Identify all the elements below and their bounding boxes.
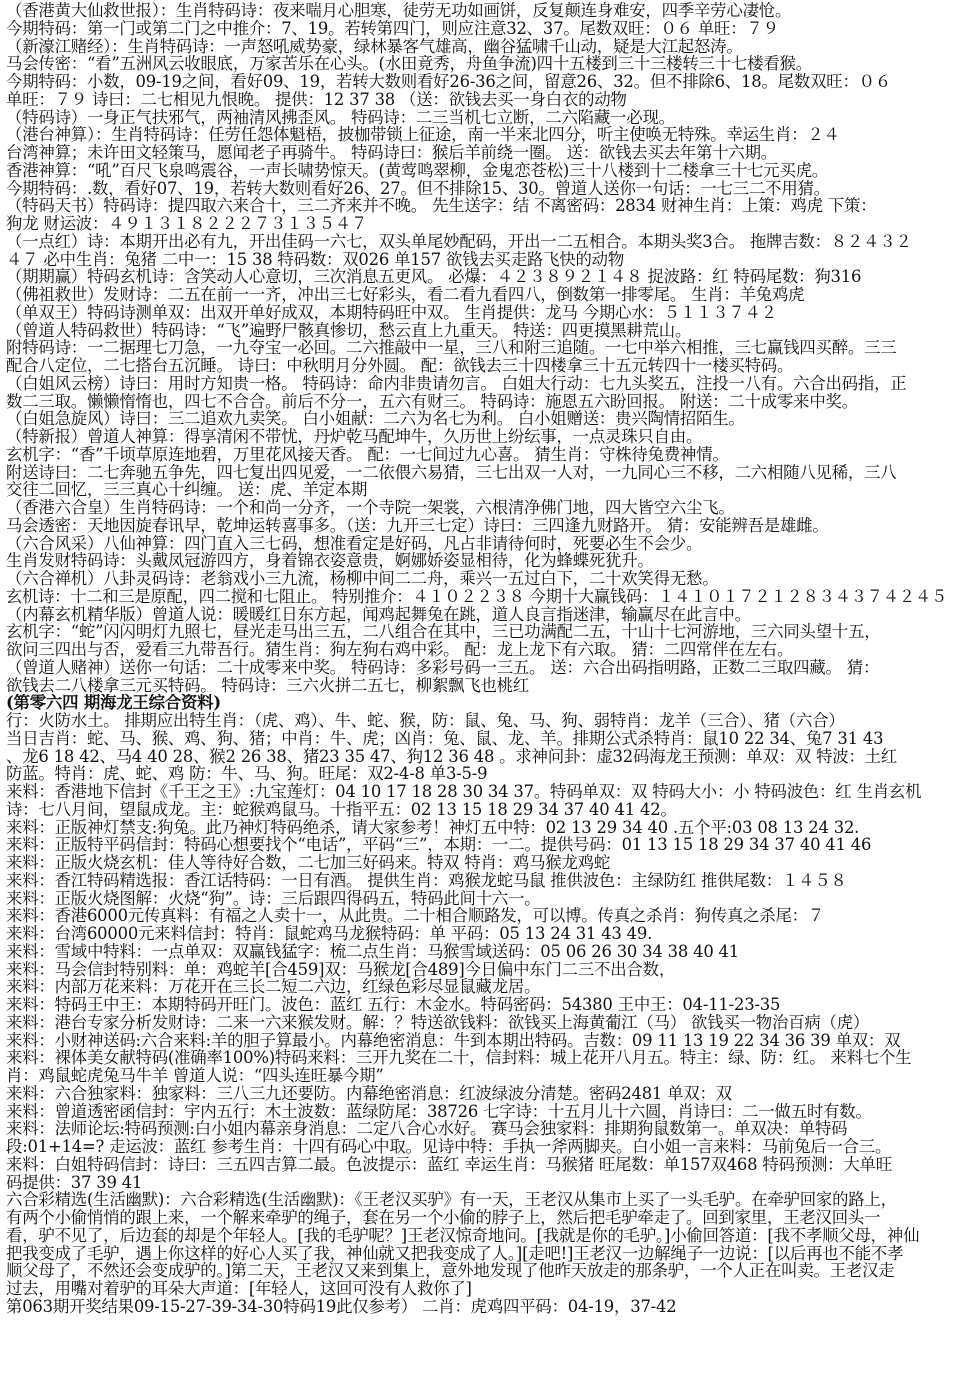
text-line: （期期赢）特码玄机诗：含笑动人心意切，三次消息五更风。 必爆：４２３８９２１４８ 捉波路：红 特码尾数：狗316 [6,268,862,286]
text-line: 来料：香江特码精选报：香江话特码：一日有酒。 提供生肖：鸡猴龙蛇马鼠 推供波色：主绿防红 推供尾数：１４５８ [6,871,847,890]
text-line: 来料：台湾60000元来料信封：特肖：鼠蛇鸡马龙猴特码：单 平码：05 13 24 31 43 49. [6,925,653,943]
text-line: 玄机字：“香”千顷草原连地碧，万里花风接天香。 配：一七间过九心喜。 猜生肖：守株待兔费神情。 [6,445,729,464]
text-line: 行：火防水土。 排期应出特生肖：（虎、鸡）、牛、蛇、猴，防：鼠、兔、马、狗、弱特肖：龙羊（三合）、猪（六合） [6,712,845,730]
text-line: （白姐风云榜）诗曰：用时方知贵一格。 特码诗：命内非贵请勿言。 白姐大行动：七九头奖五，注投一八有。六合出码指，正 [6,374,907,393]
text-line: 防蓝。特肖：虎、蛇、鸡 防：牛、马、狗。旺尾：双2-4-8 单3-5-9 [6,765,488,783]
text-line: 来料：正版火烧图解：火烧“狗”。诗：三后跟四得码五，特码此间十六一。 [6,889,541,908]
text-line: 欲问三四出与否，爱看三九带吾行。猜生肖：狗左狗右鸡中彩。 配：龙上龙下有六取。 猜：二四常伴在左右。 [6,641,794,659]
text-line: 狗龙 财运波：４９１３１８２２２７３１３５４７ [6,215,368,233]
text-line: 来料：特码王中王：本期特码开旺门。波色：蓝红 五行：木金水。特码密码：54380 王中王：04-11-23-35 [6,996,781,1014]
text-line: 来料：正版火烧玄机：佳人等待好合数，二七加三好码来。特双 特肖：鸡马猴龙鸡蛇 [6,854,611,872]
text-line: 来料：内部万花来料：万花开在三长二短二六边，红绿色彩尽显鼠藏龙居。 [6,978,541,996]
text-line: 马会传密：“看”五洲风云收眼底，万家苦乐在心头。(水田竟秀，舟鱼争流)四十五楼到三十三楼转三十七楼看猴。 [6,55,812,73]
text-line: 顺父母了，不然还会变成驴的。]第二天，王老汉又来到集上，意外地发现了他昨天放走的那条驴，一个人正在叫卖。王老汉走 [6,1262,895,1280]
text-line: 单旺：７９ 诗曰：二七相见九恨晚。 提供：12 37 38 （送：欲钱去买一身白衣的动物 [6,90,627,109]
text-line: 附特码诗：一二据理七刀急，一九夺宝一必回。二六推敲中一星，三八和附三追随。一七中举六相推，三七赢钱四买醉。三三 [6,339,897,357]
text-line: 台湾神算；未许田文轻策马，愿闻老子再骑牛。 特码诗曰：猴后羊前绕一圈。 送：欲钱去买去年第十六期。 [6,144,777,162]
text-line: 来料：小财神送码:六合来料:羊的胆子算最小。内幕绝密消息：牛到本期出特码。吉数：09 11 13 19 22 34 36 39 单双：双 [6,1031,901,1050]
text-line: 来料：裸体美女献特码(准确率100%)特码来料：三开九奖在二十，信封料：城上花开八月五。特主：绿、防：红。 来料七个生 [6,1049,912,1067]
text-line: （单双王）特码诗测单双：出双开单好成双，本期特码旺中双。 生肖提供：龙马 今期心水：５１１３７４２ [6,303,777,322]
text-line: ４７ 必中生肖：兔猪 二中一：15 38 特码数：双026 单157 欲钱去买走路飞快的动物 [6,250,625,269]
text-line: 来料：正版特平码信封：特码心想要找个“电话”，平码“三”，本期：一二。提供号码：01 13 15 18 29 34 37 40 41 46 [6,836,872,854]
text-line: （香港六合皇）生肖特码诗：一个和尚一分齐，一个寺院一架裳，六根清净佛门地，四大皆空六尘飞。 [6,499,735,517]
text-line: 、龙6 18 42、马4 40 28、猴2 26 38、猪23 35 47、狗12 36 48 。求神问卦：虚32码海龙王预测：单双：双 特波：土红 [6,747,898,766]
text-line: 来料：正版神灯禁支:狗兔。此乃神灯特码绝杀，请大家参考！神灯五中特：02 13 29 34 40 .五个平:03 08 13 24 32. [6,818,860,837]
text-line: 过去，用嘴对着驴的耳朵大声道：[年轻人，这回可没有人救你了] [6,1280,472,1298]
text-line: 码提供：37 39 41 [6,1173,143,1192]
text-line: 数二三取。懒懒惰惰也，四七不合合。前后不分一，五六有财三。 特码诗：施恩五六盼回报。 附送：二十成零来中奖。 [6,392,858,411]
text-line: （六合风采）八仙神算：四门直入三七码，想准看定是好码，凡占非请待何时，死要必生不会少。 [6,534,703,553]
text-line: （六合禅机）八卦灵码诗：老翁戏小三九流，杨柳中间二二舟，乘兴一五过白下，二十欢笑得无愁。 [6,570,719,588]
text-line: （特码天书）特码诗：提四取六来合十，三二齐来并不晚。 先生送字：结 不离密码：2834 财神生肖：上策：鸡虎 下策： [6,197,877,215]
text-line: 欲钱去二八楼拿三元买特码。 特码诗：三六火拼二五七，柳絮飘飞也桃红 [6,676,530,695]
text-line: 来料：白姐特码信封：诗曰：三五四吉算二最。色波提示：蓝红 幸运生肖：马猴猪 旺尾数：单157双468 特码预测：大单旺 [6,1155,892,1174]
text-line: 第063期开奖结果09-15-27-39-34-30特码19此仅参考） 二肖：虎鸡四平码：04-19，37-42 [6,1297,677,1316]
text-line: （香港黄大仙救世报）：生肖特码诗：夜来喘月心胆寒，徒劳无功如画饼，反复颠连身难安，四季辛劳心凄怆。 [6,2,792,20]
text-line: （白姐急旋风）诗曰：三二追欢九卖笑。 白小姐献：二六为名七为利。 白小姐赠送：贵兴陶情招陌生。 [6,410,745,428]
section-heading: (第零六四 期海龙王综合资料) [6,694,221,712]
text-line: （曾道人赌神）送你一句话：二十成零来中奖。 特码诗：多彩号码一三五。 送：六合出码指明路，正数二三取四藏。 猜： [6,658,880,677]
text-line: （港台神算）：生肖特码诗：任劳任怨体魁梧，披枷带锁上征途，南一半来北四分，听主使唤无特殊。幸运生肖：２４ [6,126,840,144]
text-line: 来料：香港6000元传真料：有福之人卖十一，从此贵。二十相合顺路发，可以博。传真之杀肖：狗传真之杀尾：７ [6,907,825,925]
text-line: 香港神算：“吼”百尺飞泉鸣震谷，一声长啸势惊天。(黄莺鸣翠柳，金鬼恋苍松)三十八楼到十二楼拿三十七元买虎。 [6,161,829,180]
text-line: 当日吉肖：蛇、马、猴、鸡、狗、猪；中肖：牛、虎；凶肖：兔、鼠、龙、羊。排期公式杀特肖：鼠10 22 34、兔7 31 43 [6,729,884,748]
text-line: 玄机诗：十二和三是原配，四二搅和七阻止。 特别推介：４１０２２３８ 今期十大赢钱码：１４１０１７２１２８３４３７４２４５ [6,587,947,606]
text-line: 来料：雪域中特料：一点单双：双赢钱猛字：梳二点生肖：马猴雪域送码：05 06 26 30 34 38 40 41 [6,942,740,961]
text-line: 看，驴不见了，后边套的却是个年轻人。[我的毛驴呢？]王老汉惊奇地问。[我就是你的毛驴。]小偷回答道：[我不孝顺父母，神仙 [6,1226,920,1245]
text-line: 今期特码：.数，看好07、19，若转大数则看好26、27。但不排除15、30。曾道人送你一句话：一七三二不用猜。 [6,179,830,198]
text-line: 交往二回忆，三三真心十纠缠。 送：虎、羊定本期 [6,481,368,499]
text-line: 生肖发财特码诗：头戴凤冠游四方，身着锦衣姿意贵，婀娜娇姿显相待，化为蜂蝶死犹升。 [6,552,654,570]
text-line: 马会透密：天地因旋春讯早，乾坤运转喜事多。（送：九开三七定）诗曰：三四逢九财路开。 猜：安能辨吾是雄雌。 [6,516,829,535]
text-line: 肖：鸡鼠蛇虎兔马牛羊 曾道人说：“四头连旺暴今期” [6,1067,384,1085]
text-line: 来料：六合独家料：独家料：三八三九还要防。内幕绝密消息：红波绿波分清楚。密码2481 单双：双 [6,1084,732,1103]
text-line: （曾道人特码救世）特码诗：“飞”遍野尸骸真惨切，愁云直上九重天。 特送：四更摸黑耕荒山。 [6,321,692,340]
text-line: （新濠江赌经）：生肖特码诗：一声怒吼威势豪，绿林暴客气雄高，幽谷猛啸千山动，疑是大江起怒涛。 [6,37,743,56]
text-line: （佛祖救世）发财诗：二五在前一一齐，冲出三七好彩头，看二看九看四八，倒数第一排零尾。 生肖：羊兔鸡虎 [6,286,805,304]
text-line: 今期特码：小数，09-19之间，看好09、19，若转大数则看好26-36之间，留意26、32。但不排除6、18。尾数双旺：０６ [6,73,892,91]
text-line: （特新报）曾道人神算：得享清闲不带忧，丹炉乾马配坤牛，久历世上纷纭事，一点灵珠只自由。 [6,428,703,446]
text-line: 配合八定位，二七搭台五沉睡。 诗曰：中秋明月分外圆。 配：欲钱去三十四楼拿三十五元转四十一楼买特码。 [6,357,794,375]
text-line: 来料：法师论坛:特码预测:白小姐内幕亲身消息：二定八合心水好。 赛马会独家料：排期狗鼠数第一。单双决：单特码 [6,1120,848,1138]
text-line: （特码诗）一身正气扶邪气，两袖清风拂歪风。 特码诗：二三当机七立断，二六陷藏一必现。 [6,108,675,127]
text-line: （内幕玄机精华版）曾道人说：暖暖红日东方起，闻鸡起舞兔在跳，道人良言指迷津，输赢尽在此言中。 [6,605,751,624]
text-line: 来料：香港地下信封《千王之王》:九宝莲灯：04 10 17 18 28 30 34 37。特码单双：双 特码大小：小 特码波色：红 生肖玄机 [6,783,922,801]
text-line: （一点红）诗：本期开出必有九，开出佳码一六七，双头单尾妙配码，开出一二五相合。本期头奖3合。 拖牌吉数：８２４３２ [6,232,912,251]
text-line: 附送诗曰：二七奔驰五争先，四七复出四见爱，一二依偎六易猜，三七出双一人对，一九同心三不移，二六相随八见稀，三八 [6,463,897,482]
text-line: 来料：曾道透密函信封：宇内五行：木土波数：蓝绿防尾：38726 七字诗：十五月儿十六圆，肖诗曰：二一做五时有数。 [6,1102,872,1121]
text-line: 玄机字：“蛇”闪闪明灯九照七，昼光走马出三五，二八组合在其中，三已功满配二五，十山十七河游地，三六同头望十五， [6,623,881,641]
text-line: 诗：七八月间，望鼠成龙。主：蛇猴鸡鼠马。十指平五：02 13 15 18 29 34 37 40 41 42。 [6,800,677,819]
text-line: 来料：港台专家分析发财诗：二来一六来猴发财。解：？特送欲钱料：欲钱买上海黄葡江（马） 欲钱买一物治百病（虎） [6,1013,870,1032]
text-line: 六合彩精选(生活幽默)：六合彩精选(生活幽默)：《王老汉买驴》有一天，王老汉从集市上买了一头毛驴。在牵驴回家的路上， [6,1191,897,1209]
text-line: 来料：马会信封特别料：单：鸡蛇羊[合459]双：马猴龙[合489]今日偏中东门二三不出合数， [6,960,676,979]
text-line: 今期特码：第一门或第二门之中推介：7、19。若转第四门，则应注意32、37。尾数双旺：０６ 单旺：７９ [6,19,779,38]
text-line: 段:01+14=? 走运波：蓝红 参考生肖：十四有码心中取。见诗中特：手执一斧两脚夹。白小姐一言来料：马前兔后一合三。 [6,1138,892,1156]
text-line: 有两个小偷悄悄的跟上来，一个解来牵驴的绳子，套在另一个小偷的脖子上，然后把毛驴牵走了。回到家里，王老汉回头一 [6,1209,881,1227]
text-line: 把我变成了毛驴，遇上你这样的好心人买了我，神仙就又把我变成了人。][走吧!]王老汉一边解绳子一边说：[以后再也不能不孝 [6,1244,904,1263]
